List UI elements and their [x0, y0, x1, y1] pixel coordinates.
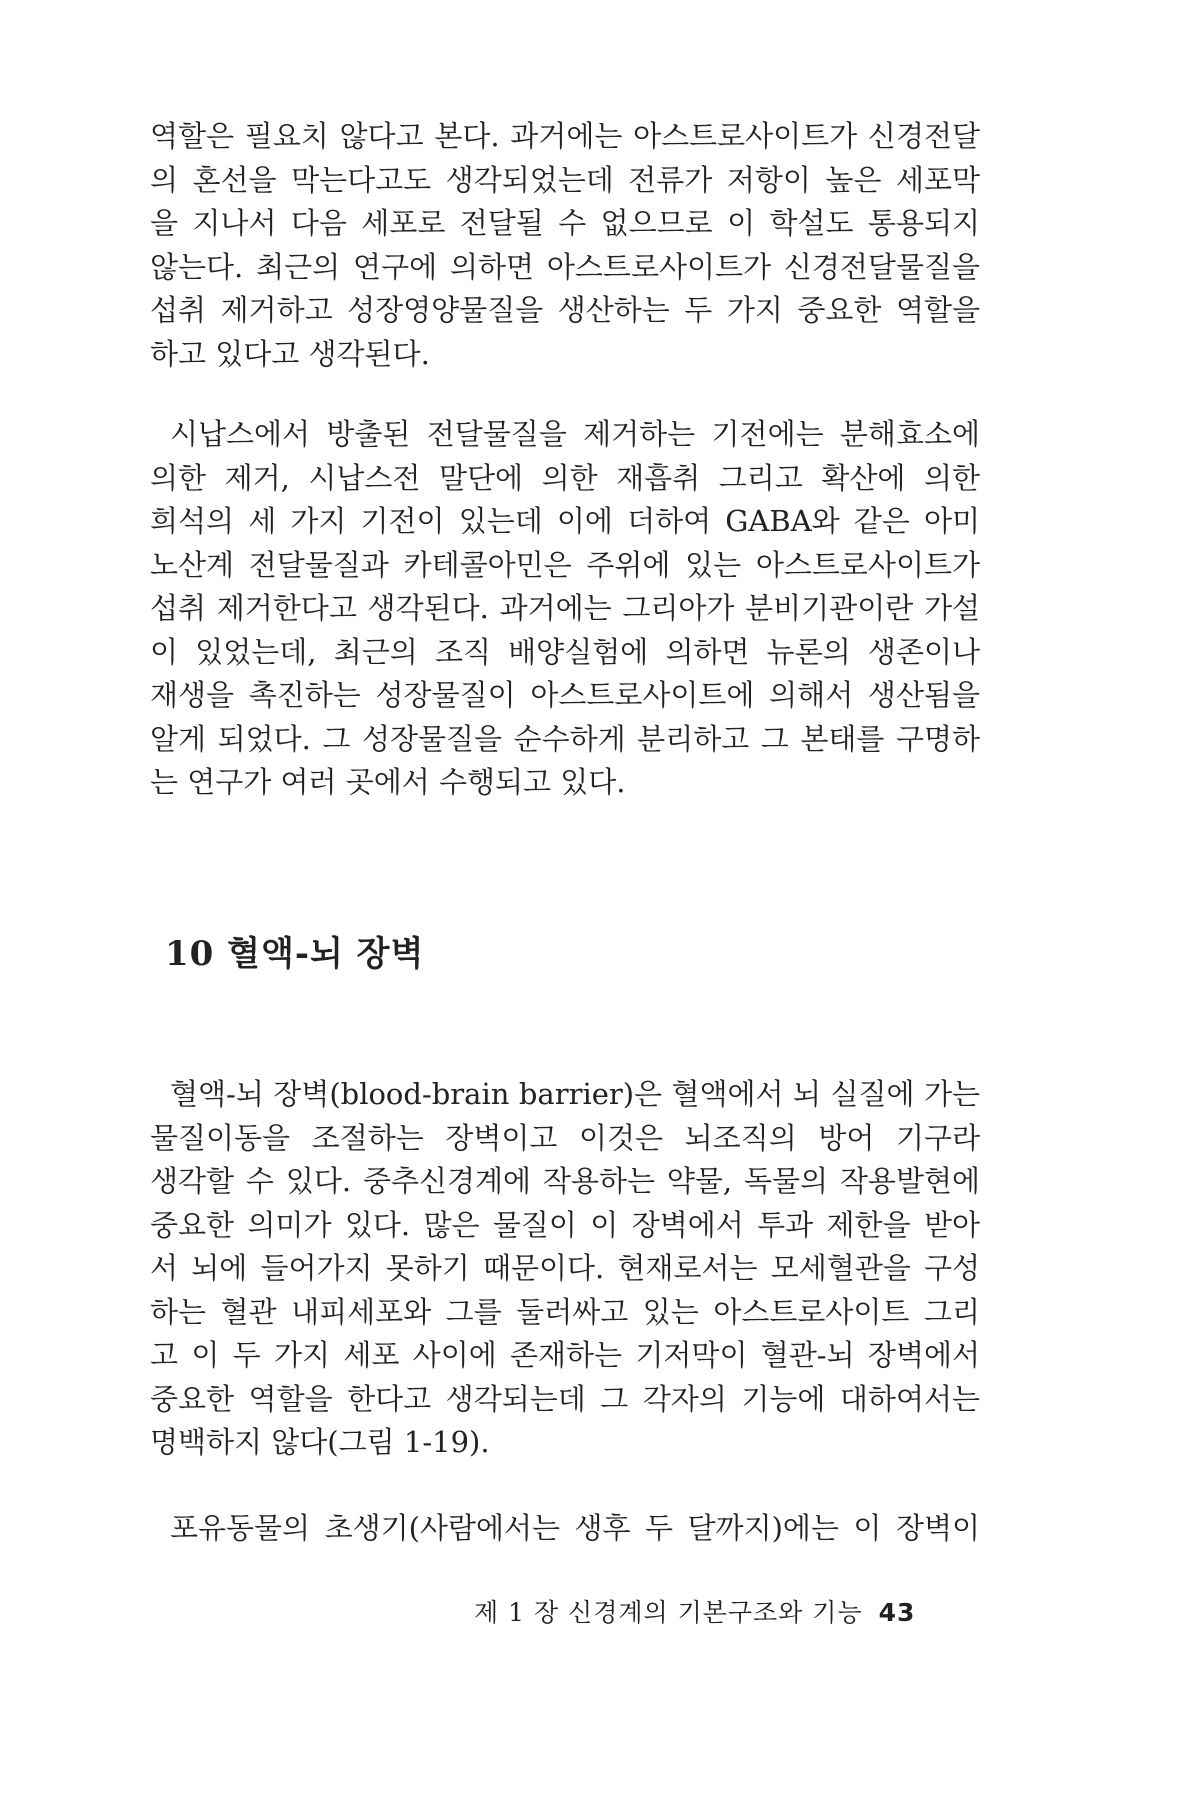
text-line: 을 지나서 다음 세포로 전달될 수 없으므로 이 학설도 통용되지 [150, 206, 980, 240]
running-footer [474, 1593, 915, 1629]
text-line: 생각할 수 있다. 중추신경계에 작용하는 약물, 독물의 작용발현에 [150, 1164, 980, 1198]
text-line: 의 혼선을 막는다고도 생각되었는데 전류가 저항이 높은 세포막 [150, 162, 980, 197]
text-line: 는 연구가 여러 곳에서 수행되고 있다. [150, 765, 626, 799]
page-number: 43 [878, 1598, 916, 1627]
text-line: 이 있었는데, 최근의 조직 배양실험에 의하면 뉴론의 생존이나 [150, 634, 980, 669]
text-line: 혈액-뇌 장벽(blood-brain barrier)은 혈액에서 뇌 실질에 가는 [170, 1077, 980, 1111]
text-line: 포유동물의 초생기(사람에서는 생후 두 달까지)에는 이 장벽이 [170, 1511, 980, 1545]
text-line: 하고 있다고 생각된다. [150, 336, 430, 371]
chapter-title: 제 1 장 신경계의 기본구조와 기능 [474, 1598, 863, 1627]
text-line: 희석의 세 가지 기전이 있는데 이에 더하여 GABA와 같은 아미 [150, 504, 980, 538]
text-line: 섭취 제거하고 성장영양물질을 생산하는 두 가지 중요한 역할을 [150, 293, 980, 327]
text-line: 시납스에서 방출된 전달물질을 제거하는 기전에는 분해효소에 [170, 417, 980, 451]
text-line: 서 뇌에 들어가지 못하기 때문이다. 현재로서는 모세혈관을 구성 [150, 1251, 980, 1285]
text-line: 물질이동을 조절하는 장벽이고 이것은 뇌조직의 방어 기구라 [150, 1120, 980, 1155]
paragraph-mammal-neonatal [150, 1507, 980, 1551]
paragraph-astrocyte-role [150, 115, 980, 376]
text-line: 중요한 의미가 있다. 많은 물질이 이 장벽에서 투과 제한을 받아 [150, 1207, 980, 1242]
text-line: 중요한 역할을 한다고 생각되는데 그 각자의 기능에 대하여서는 [150, 1381, 980, 1416]
paragraph-transmitter-removal [150, 413, 980, 805]
text-line: 하는 혈관 내피세포와 그를 둘러싸고 있는 아스트로사이트 그리 [150, 1294, 980, 1329]
text-line: 섭취 제거한다고 생각된다. 과거에는 그리아가 분비기관이란 가설 [150, 591, 980, 625]
text-line: 재생을 촉진하는 성장물질이 아스트로사이트에 의해서 생산됨을 [150, 678, 980, 712]
text-line: 의한 제거, 시납스전 말단에 의한 재흡취 그리고 확산에 의한 [150, 460, 980, 495]
text-line: 않는다. 최근의 연구에 의하면 아스트로사이트가 신경전달물질을 [150, 249, 980, 284]
text-line: 명백하지 않다(그림 1-19). [150, 1425, 490, 1459]
text-line: 역할은 필요치 않다고 본다. 과거에는 아스트로사이트가 신경전달 [150, 119, 980, 153]
text-line: 알게 되었다. 그 성장물질을 순수하게 분리하고 그 본태를 구명하 [150, 721, 980, 756]
text-line: 노산계 전달물질과 카테콜아민은 주위에 있는 아스트로사이트가 [150, 547, 980, 582]
section-heading: 10 혈액-뇌 장벽 [165, 934, 425, 974]
paragraph-blood-brain-barrier [150, 1073, 980, 1465]
text-line: 고 이 두 가지 세포 사이에 존재하는 기저막이 혈관-뇌 장벽에서 [150, 1338, 980, 1372]
